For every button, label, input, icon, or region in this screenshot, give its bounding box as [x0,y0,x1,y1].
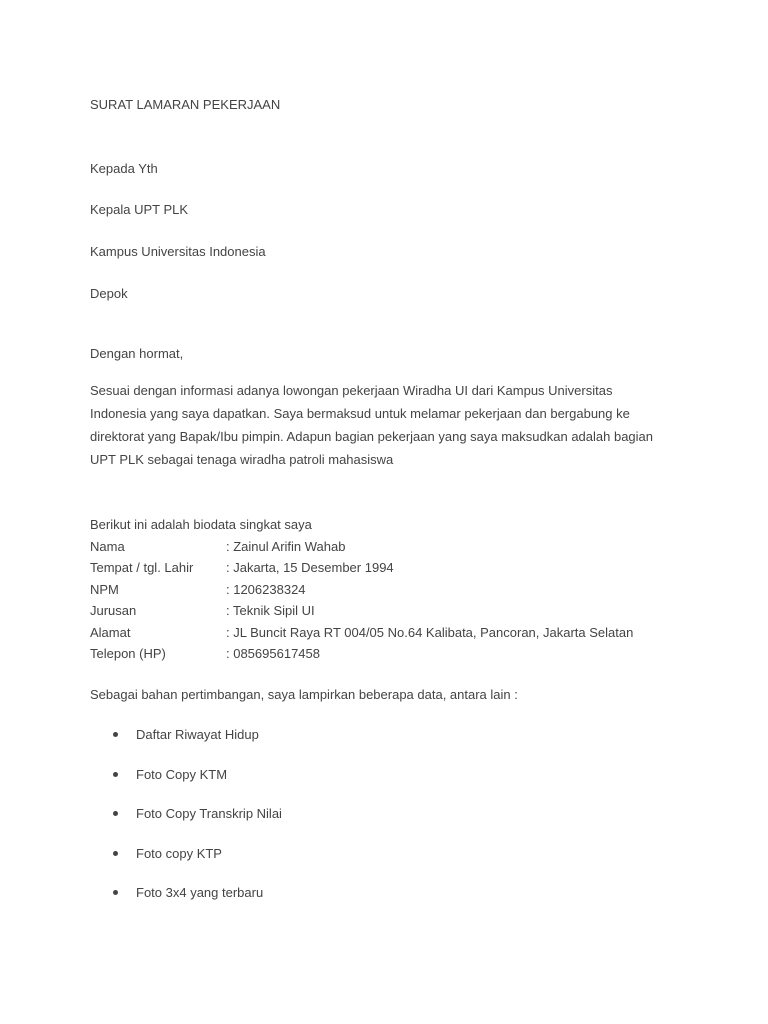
biodata-value: : Zainul Arifin Wahab [226,539,346,554]
biodata-row [90,600,690,621]
recipient-line: Kepada Yth [90,161,158,176]
biodata-label: Alamat [90,624,131,640]
recipient-line: Kepala UPT PLK [90,202,189,217]
paragraph-line: direktorat yang Bapak/Ibu pimpin. Adapun bagian pekerjaan yang saya maksudkan adalah bagian [90,429,654,444]
biodata-label: Jurusan [90,603,137,619]
biodata-row [90,536,690,557]
attachment-label: Foto copy KTP [136,845,222,861]
biodata-row [90,622,690,643]
biodata-label: Tempat / tgl. Lahir [90,560,194,576]
biodata-value: : 1206238324 [226,581,306,597]
letter-title: SURAT LAMARAN PEKERJAAN [90,97,281,112]
biodata-value: : Teknik Sipil UI [226,603,315,619]
biodata-value: : 085695617458 [226,645,320,661]
biodata-row [90,579,690,600]
attachment-label: Foto 3x4 yang terbaru [136,885,264,900]
biodata-table [90,536,690,664]
attachment-label: Foto Copy KTM [136,766,228,782]
biodata-intro: Berikut ini adalah biodata singkat saya [90,517,312,532]
attachment-label: Foto Copy Transkrip Nilai [136,806,282,821]
biodata-label: NPM [90,581,119,597]
biodata-label: Telepon (HP) [90,645,166,661]
paragraph-line: Sesuai dengan informasi adanya lowongan pekerjaan Wiradha UI dari Kampus Universitas [90,383,613,398]
body-paragraph [90,379,680,471]
biodata-value: : Jakarta, 15 Desember 1994 [226,560,394,576]
attachments-intro: Sebagai bahan pertimbangan, saya lampirkan beberapa data, antara lain : [90,687,518,702]
biodata-row [90,557,690,578]
bullet-icon [113,732,118,737]
paragraph-line: UPT PLK sebagai tenaga wiradha patroli mahasiswa [90,452,394,467]
biodata-label: Nama [90,539,125,554]
bullet-icon [113,890,118,895]
salutation: Dengan hormat, [90,346,184,361]
bullet-icon [113,811,118,816]
bullet-icon [113,772,118,777]
paragraph-line: Indonesia yang saya dapatkan. Saya bermaksud untuk melamar pekerjaan dan bergabung ke [90,406,630,421]
biodata-row [90,643,690,664]
recipient-line: Kampus Universitas Indonesia [90,244,266,259]
recipient-line: Depok [90,286,128,301]
biodata-value: : JL Buncit Raya RT 004/05 No.64 Kalibata, Pancoran, Jakarta Selatan [226,624,634,640]
attachment-label: Daftar Riwayat Hidup [136,727,259,742]
bullet-icon [113,851,118,856]
